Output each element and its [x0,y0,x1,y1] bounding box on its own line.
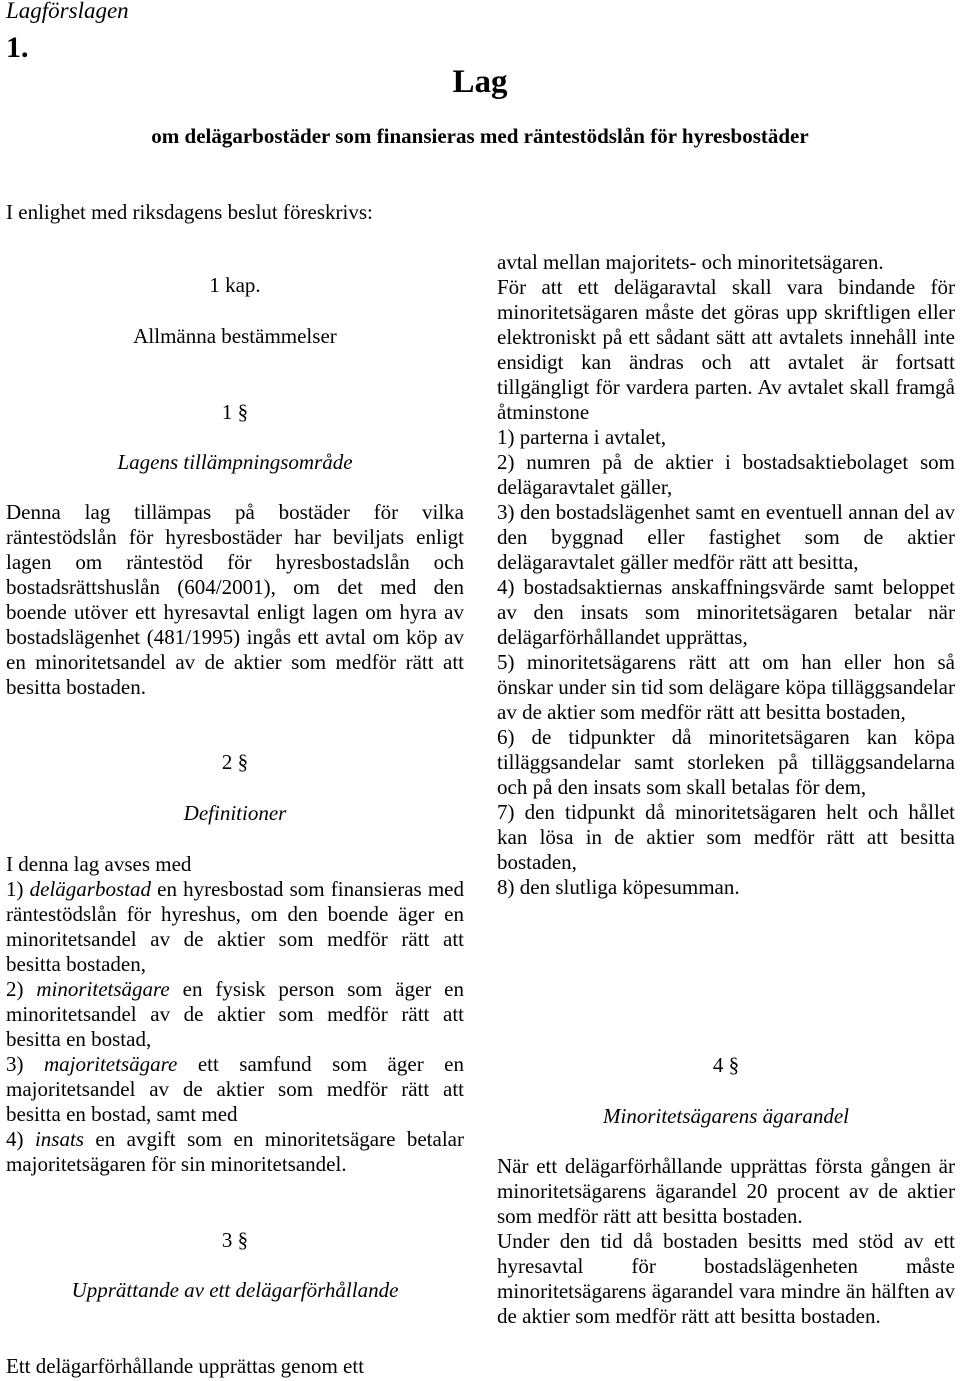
definition-text: en avgift som en minoritetsägare betalar majoritetsägaren för sin minoritetsandel. [6,1127,464,1176]
agreement-item-6: 6) de tidpunkter då minoritetsägaren kan köpa tilläggsandelar samt storleken på tilläggsandelarna och på den insats som skall betalas för dem, [497,725,955,799]
definition-prefix: 3) [6,1052,44,1076]
section-4-number: 4 § [712,1053,740,1077]
section-1-number: 1 § [221,400,249,424]
section-1-heading: Lagens tillämpningsområde [117,450,353,474]
section-4-heading: Minoritetsägarens ägarandel [603,1104,849,1128]
law-subtitle: om delägarbostäder som finansieras med räntestödslån för hyresbostäder [151,124,809,148]
agreement-item-3: 3) den bostadslägenhet samt en eventuell annan del av den byggnad eller fastighet som de aktier delägaravtalet gäller medför rätt att besitta, [497,500,955,574]
section-4-body [497,1154,955,1329]
definition-text: ett samfund som äger en majoritetsandel av de aktier som medför rätt att besitta en bostad, samt med [6,1052,464,1126]
definition-term: majoritetsägare [43,1052,178,1076]
definition-term: delägarbostad [29,877,151,901]
proposal-label: Lagförslagen [6,0,129,23]
definition-term: insats [34,1127,84,1151]
agreement-item-5: 5) minoritetsägarens rätt att om han eller hon så önskar under sin tid som delägare köpa tilläggsandelar av de aktier som medför rätt att besitta bostaden, [497,650,955,724]
chapter-heading: Allmänna bestämmelser [133,324,337,348]
section-1-text: Denna lag tillämpas på bostäder för vilka räntestödslån för hyresbostäder har beviljats enligt lagen om räntestöd för hyresbostadslån och bostadsrättshuslån (604/2001), om det med den boende utöver ett hyresavtal enligt lagen om hyra av bostadslägenhet (481/1995) ingås ett avtal om köp av en minoritetsandel av de aktier som medför rätt att besitta bostaden. [6,500,464,699]
definition-prefix: 1) [6,877,30,901]
definition-item-3 [6,1052,464,1127]
section-3-text-continued: avtal mellan majoritets- och minoritetsägaren. [497,250,884,274]
definition-text: en hyresbostad som finansieras med räntestödslån för hyreshus, om den boende äger en minoritetsandel av de aktier som medför rätt att besitta bostaden, [6,877,465,976]
proposal-number: 1. [6,31,29,64]
law-title: Lag [452,64,508,100]
definition-item-4 [6,1127,464,1177]
section-4-paragraph-1: När ett delägarförhållande upprättas första gången är minoritetsägarens ägarandel 20 procent av de aktier som medför rätt att besitta bostaden. [497,1154,955,1228]
agreement-item-1: 1) parterna i avtalet, [497,425,667,449]
agreement-item-2: 2) numren på de aktier i bostadsaktiebolaget som delägaravtalet gäller, [497,450,955,499]
definition-item-2 [6,977,464,1052]
agreement-item-8: 8) den slutliga köpesumman. [497,875,740,899]
section-3-heading: Upprättande av ett delägarförhållande [71,1278,399,1302]
section-3-paragraph-2: För att ett delägaravtal skall vara bindande för minoritetsägaren måste det göras upp skriftligen eller elektroniskt på ett sådant sätt att avtalets innehåll inte ensidigt kan ändras och att avtalet är fortsatt tillgängligt för vardera parten. Av avtalet skall framgå åtminstone [497,275,955,424]
agreement-item-4: 4) bostadsaktiernas anskaffningsvärde samt beloppet av den insats som minoritetsägaren betalar när delägarförhållandet upprättas, [497,575,955,649]
section-3-text-start: Ett delägarförhållande upprättas genom ett [6,1354,365,1378]
definition-prefix: 2) [6,977,37,1001]
enactment-clause: I enlighet med riksdagens beslut föreskrivs: [6,200,373,224]
definition-term: minoritetsägare [36,977,170,1001]
section-2-body [6,852,464,1177]
definition-prefix: 4) [6,1127,35,1151]
chapter-label: 1 kap. [209,273,261,297]
section-4-paragraph-2: Under den tid då bostaden besitts med stöd av ett hyresavtal för bostadslägenheten måste minoritetsägarens ägarandel vara mindre än hälften av de aktier som medför rätt att besitta bostaden. [497,1229,955,1328]
section-3-body [497,250,955,900]
section-2-intro: I denna lag avses med [6,852,192,876]
agreement-item-7: 7) den tidpunkt då minoritetsägaren helt och hållet kan lösa in de aktier som medför rätt att besitta bostaden, [497,800,955,874]
section-2-number: 2 § [221,750,249,774]
definition-item-1 [6,877,464,977]
definition-text: en fysisk person som äger en minoritetsandel av de aktier som medför rätt att besitta en bostad, [6,977,464,1051]
section-2-heading: Definitioner [183,801,287,825]
section-3-number: 3 § [221,1228,249,1252]
